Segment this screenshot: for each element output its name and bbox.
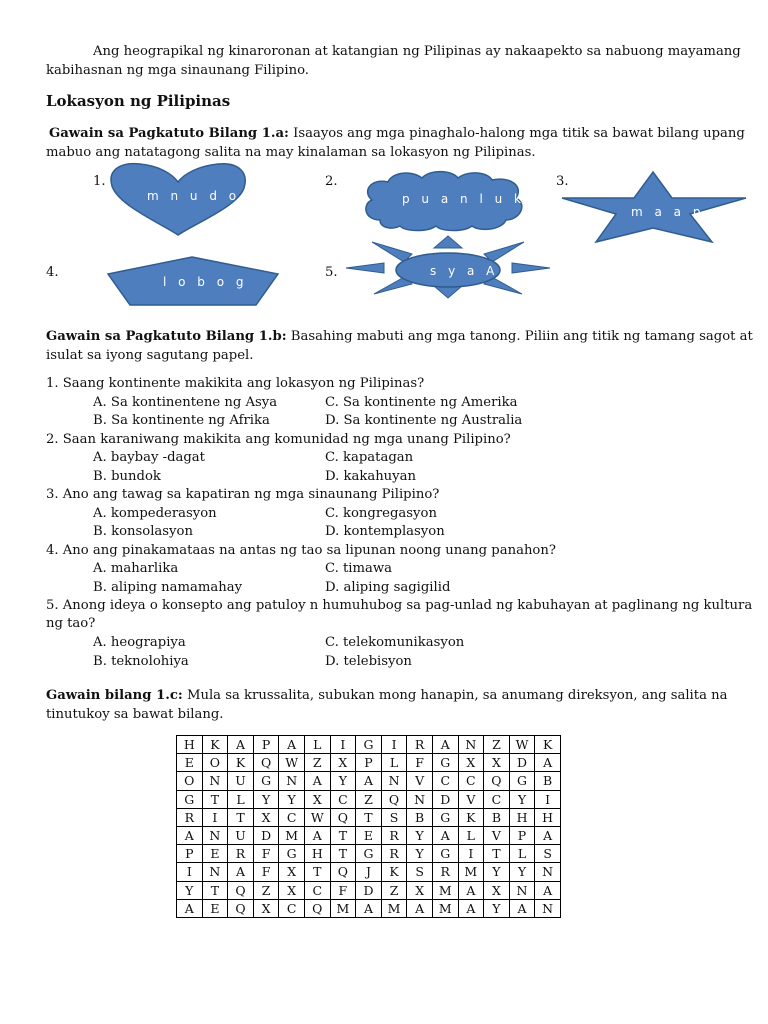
grid-cell: Y <box>407 845 433 863</box>
grid-cell: Q <box>330 863 356 881</box>
grid-cell: T <box>202 881 228 899</box>
q3-option-c: C. kongregasyon <box>325 506 437 521</box>
grid-cell: Y <box>330 772 356 790</box>
grid-cell: I <box>381 736 407 754</box>
grid-cell: N <box>458 736 484 754</box>
grid-cell: L <box>304 736 330 754</box>
grid-cell: Q <box>304 899 330 917</box>
grid-cell: Z <box>253 881 279 899</box>
grid-cell: F <box>407 754 433 772</box>
q3-option-a: A. kompederasyon <box>93 506 217 521</box>
gawain-a-text-2: mabuo ang natatagong salita na may kinalaman sa lokasyon ng Pilipinas. <box>46 145 536 160</box>
grid-cell: M <box>279 826 305 844</box>
grid-cell: Q <box>381 790 407 808</box>
grid-cell: X <box>330 754 356 772</box>
grid-cell: B <box>535 772 561 790</box>
grid-cell: M <box>381 899 407 917</box>
grid-cell: E <box>356 826 382 844</box>
grid-cell: Y <box>177 881 203 899</box>
grid-cell: X <box>253 808 279 826</box>
gawain-b-text-1: Basahing mabuti ang mga tanong. Piliin ang titik ng tamang sagot at <box>286 329 753 344</box>
gawain-c-title: Gawain bilang 1.c: <box>46 688 183 703</box>
grid-cell: A <box>228 863 254 881</box>
grid-cell: N <box>509 881 535 899</box>
grid-cell: P <box>177 845 203 863</box>
grid-cell: A <box>509 899 535 917</box>
grid-cell: A <box>458 899 484 917</box>
grid-cell: K <box>458 808 484 826</box>
grid-cell: Z <box>304 754 330 772</box>
grid-row <box>177 863 561 881</box>
question-1: 1. Saang kontinente makikita ang lokasyon ng Pilipinas? <box>46 376 425 391</box>
grid-cell: Y <box>407 826 433 844</box>
grid-cell: B <box>484 808 510 826</box>
q5-option-c: C. telekomunikasyon <box>325 635 465 650</box>
grid-cell: H <box>535 808 561 826</box>
grid-cell: F <box>253 863 279 881</box>
grid-cell: X <box>279 881 305 899</box>
shape-label-1: m n u d o <box>147 189 241 203</box>
grid-cell: Q <box>228 881 254 899</box>
grid-row <box>177 754 561 772</box>
grid-cell: N <box>202 772 228 790</box>
grid-cell: Z <box>484 736 510 754</box>
grid-row <box>177 772 561 790</box>
shape-label-3: m a a p <box>631 205 705 219</box>
grid-cell: D <box>253 826 279 844</box>
grid-cell: X <box>484 754 510 772</box>
q1-option-a: A. Sa kontinentene ng Asya <box>93 395 278 410</box>
grid-cell: N <box>535 899 561 917</box>
question-4: 4. Ano ang pinakamataas na antas ng tao sa lipunan noong unang panahon? <box>46 543 556 558</box>
grid-row <box>177 899 561 917</box>
grid-cell: I <box>330 736 356 754</box>
grid-cell: G <box>509 772 535 790</box>
grid-cell: M <box>330 899 356 917</box>
grid-cell: G <box>356 845 382 863</box>
grid-cell: L <box>381 754 407 772</box>
grid-cell: A <box>407 899 433 917</box>
grid-cell: N <box>535 863 561 881</box>
q4-option-a: A. maharlika <box>93 561 179 576</box>
grid-row <box>177 881 561 899</box>
grid-cell: G <box>432 754 458 772</box>
grid-cell: Y <box>253 790 279 808</box>
grid-cell: Z <box>356 790 382 808</box>
grid-cell: S <box>407 863 433 881</box>
grid-cell: P <box>253 736 279 754</box>
grid-cell: A <box>458 881 484 899</box>
gawain-b-title: Gawain sa Pagkatuto Bilang 1.b: <box>46 329 287 344</box>
grid-cell: G <box>432 808 458 826</box>
grid-cell: X <box>304 790 330 808</box>
q4-option-d: D. aliping sagigilid <box>325 580 451 595</box>
grid-cell: N <box>381 772 407 790</box>
grid-cell: E <box>202 845 228 863</box>
grid-cell: V <box>407 772 433 790</box>
grid-cell: R <box>381 845 407 863</box>
grid-row <box>177 808 561 826</box>
grid-cell: T <box>484 845 510 863</box>
grid-cell: U <box>228 772 254 790</box>
gawain-b-text-2: isulat sa iyong sagutang papel. <box>46 348 254 363</box>
q3-option-d: D. kontemplasyon <box>325 524 445 539</box>
gawain-a-instruction <box>49 124 745 143</box>
gawain-c-text-1: Mula sa krussalita, subukan mong hanapin, sa anumang direksyon, ang salita na <box>182 688 728 703</box>
q2-option-a: A. baybay -dagat <box>93 450 205 465</box>
grid-cell: H <box>177 736 203 754</box>
shape-number-4: 4. <box>46 265 59 280</box>
question-3: 3. Ano ang tawag sa kapatiran ng mga sinaunang Pilipino? <box>46 487 440 502</box>
grid-cell: J <box>356 863 382 881</box>
grid-cell: B <box>407 808 433 826</box>
grid-cell: F <box>330 881 356 899</box>
question-5-line-1: 5. Anong ideya o konsepto ang patuloy n humuhubog sa pag-unlad ng kabuhayan at paglinang ng kultura <box>46 598 753 613</box>
grid-cell: A <box>356 899 382 917</box>
grid-cell: R <box>381 826 407 844</box>
grid-cell: A <box>535 754 561 772</box>
grid-cell: R <box>432 863 458 881</box>
q2-option-c: C. kapatagan <box>325 450 414 465</box>
q4-option-b: B. aliping namamahay <box>93 580 243 595</box>
grid-cell: D <box>432 790 458 808</box>
grid-cell: O <box>202 754 228 772</box>
intro-line-2: kabihasnan ng mga sinaunang Filipino. <box>46 63 309 78</box>
grid-cell: Q <box>253 754 279 772</box>
section-heading: Lokasyon ng Pilipinas <box>46 92 231 110</box>
grid-cell: E <box>202 899 228 917</box>
word-search-grid <box>176 735 561 918</box>
grid-cell: T <box>304 863 330 881</box>
q2-option-d: D. kakahuyan <box>325 469 416 484</box>
gawain-a-text-1: Isaayos ang mga pinaghalo-halong mga titik sa bawat bilang upang <box>288 126 745 141</box>
shape-number-3: 3. <box>556 174 569 189</box>
grid-cell: U <box>228 826 254 844</box>
grid-cell: C <box>458 772 484 790</box>
grid-row <box>177 736 561 754</box>
q3-option-b: B. konsolasyon <box>93 524 193 539</box>
grid-cell: N <box>279 772 305 790</box>
grid-cell: K <box>535 736 561 754</box>
grid-cell: T <box>330 845 356 863</box>
grid-cell: M <box>458 863 484 881</box>
grid-cell: X <box>279 863 305 881</box>
gawain-b-instruction <box>46 327 753 346</box>
grid-row <box>177 790 561 808</box>
grid-cell: X <box>253 899 279 917</box>
q5-option-a: A. heograpiya <box>93 635 186 650</box>
grid-cell: A <box>228 736 254 754</box>
grid-cell: Y <box>279 790 305 808</box>
grid-cell: N <box>202 826 228 844</box>
grid-cell: G <box>253 772 279 790</box>
grid-cell: N <box>202 863 228 881</box>
grid-cell: M <box>432 881 458 899</box>
grid-cell: C <box>304 881 330 899</box>
grid-cell: A <box>356 772 382 790</box>
grid-cell: K <box>381 863 407 881</box>
grid-cell: C <box>484 790 510 808</box>
grid-cell: C <box>330 790 356 808</box>
grid-cell: N <box>407 790 433 808</box>
grid-cell: Q <box>330 808 356 826</box>
grid-cell: Z <box>381 881 407 899</box>
grid-cell: X <box>484 881 510 899</box>
grid-cell: F <box>253 845 279 863</box>
grid-cell: D <box>356 881 382 899</box>
grid-cell: A <box>535 881 561 899</box>
grid-cell: Q <box>484 772 510 790</box>
q2-option-b: B. bundok <box>93 469 161 484</box>
question-5-line-2: ng tao? <box>46 616 96 631</box>
gawain-c-instruction <box>46 686 727 705</box>
grid-cell: Q <box>228 899 254 917</box>
grid-cell: K <box>202 736 228 754</box>
grid-cell: L <box>228 790 254 808</box>
grid-cell: R <box>228 845 254 863</box>
grid-cell: S <box>535 845 561 863</box>
grid-row <box>177 845 561 863</box>
grid-cell: C <box>432 772 458 790</box>
grid-cell: I <box>458 845 484 863</box>
shape-number-1: 1. <box>93 174 106 189</box>
grid-cell: H <box>304 845 330 863</box>
grid-cell: R <box>407 736 433 754</box>
grid-cell: Y <box>484 863 510 881</box>
shape-label-5: s y a A <box>430 264 499 278</box>
grid-cell: G <box>177 790 203 808</box>
grid-cell: K <box>228 754 254 772</box>
grid-cell: V <box>458 790 484 808</box>
q1-option-c: C. Sa kontinente ng Amerika <box>325 395 518 410</box>
shape-label-4: l o b o g <box>163 275 248 289</box>
grid-row <box>177 826 561 844</box>
grid-cell: L <box>458 826 484 844</box>
grid-cell: W <box>304 808 330 826</box>
grid-cell: A <box>432 826 458 844</box>
grid-cell: T <box>356 808 382 826</box>
grid-cell: S <box>381 808 407 826</box>
grid-cell: R <box>177 808 203 826</box>
grid-cell: X <box>407 881 433 899</box>
grid-cell: Y <box>484 899 510 917</box>
grid-cell: A <box>279 736 305 754</box>
grid-cell: I <box>535 790 561 808</box>
grid-cell: G <box>356 736 382 754</box>
grid-cell: E <box>177 754 203 772</box>
question-2: 2. Saan karaniwang makikita ang komunidad ng mga unang Pilipino? <box>46 432 511 447</box>
grid-cell: V <box>484 826 510 844</box>
grid-cell: W <box>279 754 305 772</box>
shape-number-5: 5. <box>325 265 338 280</box>
grid-cell: A <box>535 826 561 844</box>
grid-cell: G <box>279 845 305 863</box>
grid-cell: D <box>509 754 535 772</box>
q4-option-c: C. timawa <box>325 561 393 576</box>
grid-cell: Y <box>509 790 535 808</box>
shape-label-2: p u a n l u k a <box>402 192 545 206</box>
q1-option-b: B. Sa kontinente ng Afrika <box>93 413 270 428</box>
grid-cell: O <box>177 772 203 790</box>
grid-cell: I <box>177 863 203 881</box>
grid-cell: T <box>202 790 228 808</box>
grid-cell: G <box>432 845 458 863</box>
grid-cell: X <box>458 754 484 772</box>
grid-cell: C <box>279 899 305 917</box>
grid-cell: I <box>202 808 228 826</box>
grid-cell: P <box>356 754 382 772</box>
q5-option-d: D. telebisyon <box>325 654 412 669</box>
grid-cell: C <box>279 808 305 826</box>
grid-cell: H <box>509 808 535 826</box>
grid-cell: A <box>304 772 330 790</box>
grid-cell: A <box>177 826 203 844</box>
grid-cell: Y <box>509 863 535 881</box>
grid-cell: A <box>177 899 203 917</box>
intro-line-1: Ang heograpikal ng kinaroronan at katangian ng Pilipinas ay nakaapekto sa nabuong mayamang <box>93 44 741 59</box>
grid-cell: L <box>509 845 535 863</box>
shape-number-2: 2. <box>325 174 338 189</box>
gawain-a-title: Gawain sa Pagkatuto Bilang 1.a: <box>49 126 289 141</box>
grid-cell: T <box>228 808 254 826</box>
grid-cell: M <box>432 899 458 917</box>
grid-cell: W <box>509 736 535 754</box>
q5-option-b: B. teknolohiya <box>93 654 189 669</box>
grid-cell: A <box>432 736 458 754</box>
gawain-c-text-2: tinutukoy sa bawat bilang. <box>46 707 224 722</box>
q1-option-d: D. Sa kontinente ng Australia <box>325 413 523 428</box>
grid-cell: A <box>304 826 330 844</box>
grid-cell: T <box>330 826 356 844</box>
grid-cell: P <box>509 826 535 844</box>
